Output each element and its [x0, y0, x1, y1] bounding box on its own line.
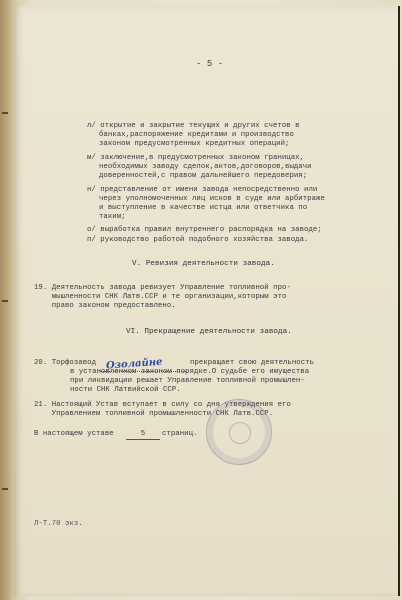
handwritten-name-text: Озолайне [105, 356, 163, 372]
text-line: Управлением топливной промышленности СНК Латв.ССР. [34, 410, 274, 418]
text-line: м/ заключение,в предусмотренных законом границах, [87, 154, 305, 162]
binding-mark [2, 488, 8, 490]
clause-20-prefix: 20. Торфозавод [34, 359, 97, 367]
text-line: через уполномоченных лиц исков в суде или арбитраже [99, 195, 325, 203]
page-count: 5 [126, 430, 160, 440]
footer-suffix: страниц. [162, 430, 198, 438]
text-line: законом предусмотренных кредитных операций; [99, 140, 290, 148]
text-line: 21. Настоящий Устав вступает в силу со дня утверждения его [34, 401, 291, 409]
text-line: право законом предоставлено. [34, 302, 176, 310]
text-line: при ликвидации решает Управление топливной промышлен- [70, 377, 305, 385]
clause-20-suffix: прекращает свою деятельность [190, 359, 315, 367]
text-line: в установленном законом порядке.О судьбе его имущества [70, 368, 310, 376]
text-line: таким; [99, 213, 126, 221]
binding-mark [2, 112, 8, 114]
section-5-heading: V. Ревизия деятельности завода. [132, 260, 275, 268]
section-6-heading: VI. Прекращение деятельности завода. [126, 328, 292, 336]
text-line: и выступление в качестве истца или ответчика по [99, 204, 308, 212]
binding-mark [2, 300, 8, 302]
copies-note: Л-Т.70 экз. [34, 520, 83, 528]
text-line: мышленности СНК Латв.ССР и те организации,которым это [34, 293, 287, 301]
text-line: н/ представление от имени завода непосредственно или [87, 186, 318, 194]
text-line: 19. Деятельность завода ревизует Управление топливной про- [34, 284, 291, 292]
item-o: о/ выработка правил внутреннего распорядка на заводе; [87, 226, 322, 234]
text-line: необходимых заводу сделок,актов,договоров,выдачи [99, 163, 312, 171]
page-number: - 5 - [196, 59, 224, 69]
text-line: доверенностей,с правом дальнейшего передоверия; [99, 172, 308, 180]
footer-prefix: В настоящем уставе [34, 430, 114, 438]
official-seal [206, 399, 272, 465]
text-line: л/ открытие и закрытие текущих и других счетов в [87, 122, 300, 130]
binding-spine [0, 0, 14, 600]
text-line: банках,распоряжение кредитами и производство [99, 131, 294, 139]
document-page [14, 6, 400, 596]
item-p: п/ руководство работой подобного хозяйства завода. [87, 236, 309, 244]
text-line: ности СНК Латвийской ССР. [70, 386, 181, 394]
